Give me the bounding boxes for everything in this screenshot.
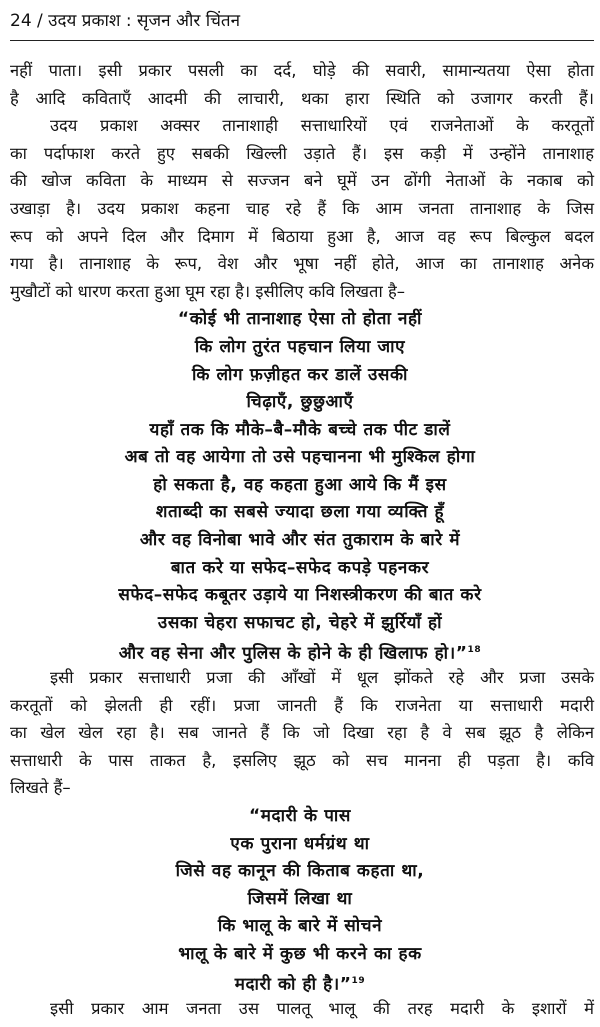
quote-line: चिढ़ाएँ, छुछुआएँ (246, 392, 354, 413)
quote-line-last (0, 638, 600, 666)
quote-line: “मदारी के पास (249, 805, 351, 826)
quote-line: कि लोग तुरंत पहचान लिया जाए (194, 336, 406, 357)
running-header: 24 / उदय प्रकाश : सृजन और चिंतन (10, 11, 241, 31)
paragraph-line: लिखते हैं– (10, 778, 71, 798)
paragraph-line: गया है। तानाशाह के रूप, वेश और भूषा नहीं होते, आज का तानाशाह अनेक (10, 254, 594, 274)
footnote-marker: 19 (351, 976, 366, 987)
quote-line: कि लोग फ़ज़ीहत कर डालें उसकी (191, 364, 409, 385)
paragraph-line: इसी प्रकार सत्ताधारी प्रजा की आँखों में धूल झोंकते रहे और प्रजा उसके (50, 667, 594, 687)
quote-line: जिसे वह कानून की किताब कहता था, (175, 861, 425, 882)
quote-line: जिसमें लिखा था (247, 888, 353, 909)
paragraph-line: इसी प्रकार आम जनता उस पालतू भालू की तरह मदारी के इशारों में (50, 999, 594, 1018)
quote-line: “कोई भी तानाशाह ऐसा तो होता नहीं (177, 309, 423, 330)
quote-line: एक पुराना धर्मग्रंथ था (230, 833, 370, 854)
quote-line: कि भालू के बारे में सोचने (217, 916, 383, 937)
quote-line: हो सकता है, वह कहता हुआ आये कि मैं इस (153, 474, 447, 495)
quote-line: और वह विनोबा भावे और संत तुकाराम के बारे में (139, 530, 461, 550)
paragraph-line: उखाड़ा है। उदय प्रकाश कहना चाह रहे हैं कि आम जनता तानाशाह के जिस (10, 198, 594, 218)
paragraph-line: का पर्दाफाश करते हुए सबकी खिल्ली उड़ाते हैं। इस कड़ी में उन्होंने तानाशाह (10, 143, 594, 163)
header-rule (10, 40, 594, 41)
quote-text: मदारी को ही है।” (234, 975, 352, 996)
quote-line: यहाँ तक कि मौके–बै–मौके बच्चे तक पीट डालें (149, 419, 451, 440)
paragraph-line: उदय प्रकाश अक्सर तानाशाही सत्ताधारियों एवं राजनेताओं के करतूतों (50, 116, 594, 136)
quote-line: सफेद–सफेद कबूतर उड़ाये या निशस्त्रीकरण की बात करे (118, 585, 482, 606)
paragraph-line: करतूतों को झेलती ही रहीं। प्रजा जानती हैं कि राजनेता या सत्ताधारी मदारी (10, 695, 594, 715)
paragraph-line: है आदि कविताएँ आदमी की लाचारी, थका हारा स्थिति को उजागर करती हैं। (10, 88, 594, 108)
paragraph-line: रूप को अपने दिल और दिमाग में बिठाया हुआ है, आज वह रूप बिल्कुल बदल (10, 226, 594, 246)
paragraph-line: का खेल खेल रहा है। सब जानते हैं कि जो दिखा रहा है वे सब झूठ है लेकिन (10, 723, 594, 743)
quote-line: शताब्दी का सबसे ज्यादा छला गया व्यक्ति हूँ (155, 502, 445, 523)
quote-line-last (0, 969, 600, 997)
paragraph-line: सत्ताधारी के पास ताकत है, इसलिए झूठ को सच मानना ही पड़ता है। कवि (10, 750, 594, 770)
quote-text: और वह सेना और पुलिस के होने के ही खिलाफ हो।” (118, 644, 468, 665)
quote-line: अब तो वह आयेगा तो उसे पहचानना भी मुश्किल होगा (124, 447, 476, 468)
footnote-marker: 18 (467, 645, 482, 656)
paragraph-line: नहीं पाता। इसी प्रकार पसली का दर्द, घोड़े की सवारी, सामान्यतया ऐसा होता (10, 61, 594, 80)
quote-line: बात करे या सफेद–सफेद कपड़े पहनकर (170, 557, 430, 578)
paragraph-line: मुखौटों को धारण करता हुआ घूम रहा है। इसीलिए कवि लिखता है– (10, 281, 405, 301)
quote-line: भालू के बारे में कुछ भी करने का हक (178, 943, 422, 964)
paragraph-line: की खोज कविता के माध्यम से सज्जन बने घूमें उन ढोंगी नेताओं के नकाब को (10, 171, 594, 191)
quote-line: उसका चेहरा सफाचट हो, चेहरे में झुर्रियाँ हों (157, 612, 443, 633)
